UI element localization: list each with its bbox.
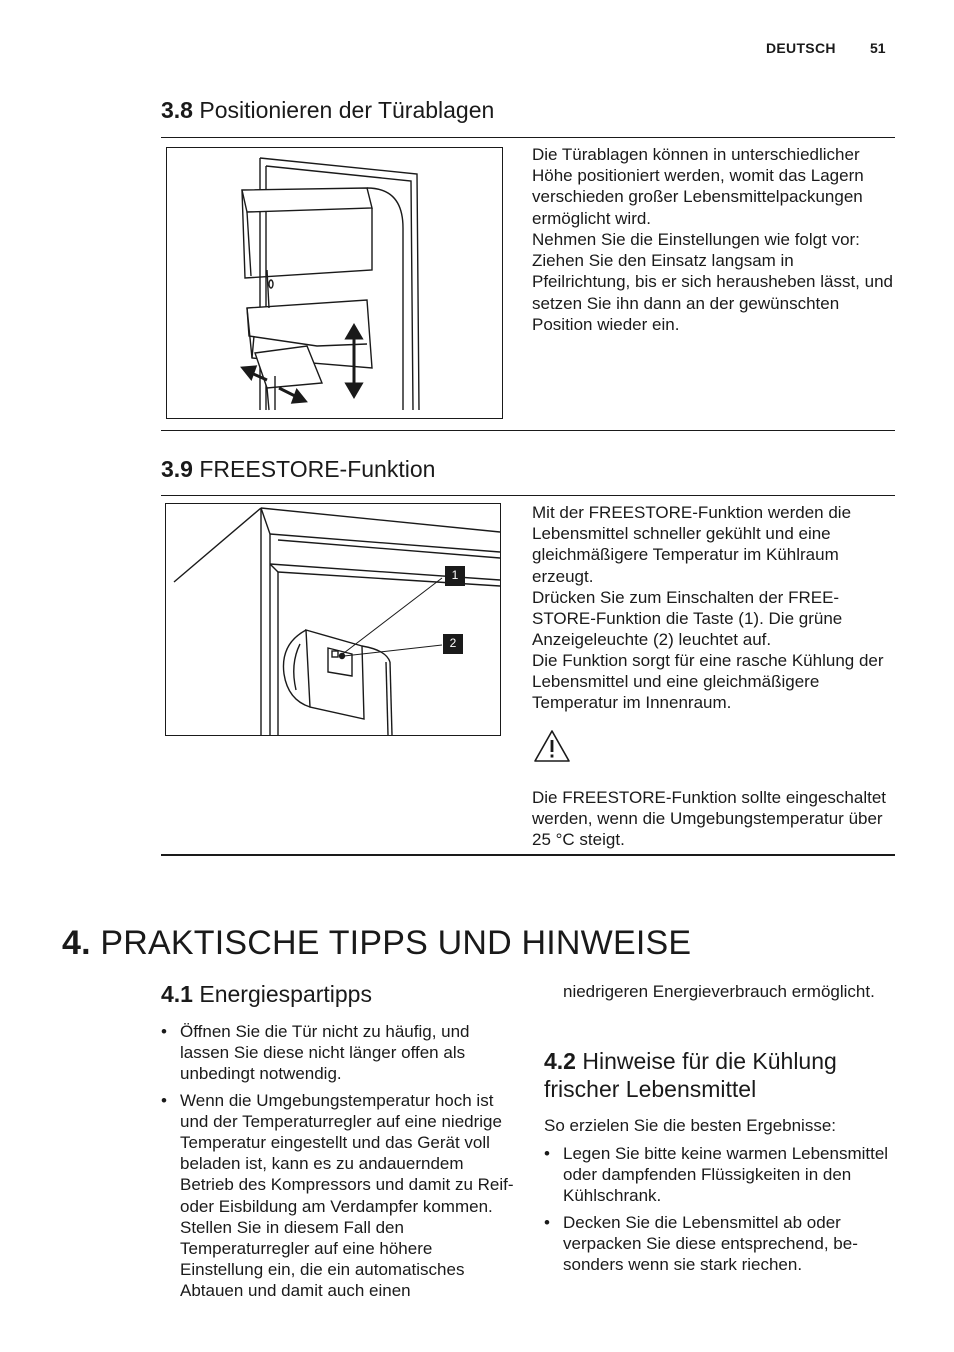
warning-triangle-icon <box>532 728 572 764</box>
list-item: • Öffnen Sie die Tür nicht zu häufig, und lassen Sie diese nicht länger offen als unbedingt notwendig. <box>160 1021 514 1085</box>
chapter-4-title: PRAKTISCHE TIPPS UND HINWEISE <box>100 924 692 962</box>
door-shelf-illustration <box>166 147 503 419</box>
section-4-1-title: Energiespartipps <box>199 981 372 1007</box>
freestore-drawing <box>166 504 500 735</box>
list-item: • Legen Sie bitte keine warmen Lebensmittel oder dampfenden Flüssigkeiten in den Kühlschrank. <box>543 1143 896 1207</box>
freestore-illustration <box>165 503 501 736</box>
section-3-9-paragraph-3: Die Funktion sorgt für eine rasche Kühlung der Lebensmittel und eine gleichmäßigere Temperatur im Innenraum. <box>532 651 884 713</box>
section-3-9-paragraph-2: Drücken Sie zum Einschalten der FREESTORE-Funktion die Taste (1). Die grüne Anzeigeleuchte (2) leuchtet auf. <box>532 588 843 650</box>
list-item: • Decken Sie die Lebensmittel ab oder verpacken Sie diese entsprechend, besonders wenn sie stark riechen. <box>543 1212 896 1276</box>
door-shelf-drawing <box>167 148 502 418</box>
section-3-9-heading <box>161 455 435 483</box>
energy-tips-list <box>160 1021 514 1307</box>
section-4-2-heading <box>544 1047 894 1103</box>
header-language: DEUTSCH <box>766 40 836 56</box>
chapter-4-number: 4. <box>62 924 91 962</box>
section-3-9-top-rule <box>161 495 895 496</box>
section-3-9-bottom-rule <box>161 854 895 856</box>
section-4-1-continuation: niedrigeren Energieverbrauch ermöglicht. <box>563 982 875 1001</box>
section-3-9-paragraph-1: Mit der FREESTORE-Funktion werden die Lebensmittel schneller gekühlt und eine gleichmäßigere Temperatur im Kühlraum erzeugt. <box>532 503 852 586</box>
section-4-2-title: Hinweise für die Kühlung frischer Lebensmittel <box>544 1048 837 1102</box>
chapter-4-heading <box>62 923 691 963</box>
section-3-8-top-rule <box>161 137 895 138</box>
section-4-2-number: 4.2 <box>544 1048 576 1074</box>
list-item: • Wenn die Umgebungstemperatur hoch ist und der Temperaturregler auf eine niedrige Temperatur eingestellt und das Gerät voll beladen ist, kann es zu andauerndem Betrieb des Kompressors und damit zu Reif- oder Eisbildung am Verdampfer kommen. Stellen Sie in diesem Fall den Temperaturregler auf eine höhere Einstellung ein, die ein automatisches Abtauen und damit auch einen <box>160 1090 514 1302</box>
section-3-9-title: FREESTORE-Funktion <box>199 456 436 482</box>
warning-text: Die FREESTORE-Funktion sollte eingeschaltet werden, wenn die Umgebungstemperatur über 25 °C steigt. <box>532 788 887 850</box>
section-4-2-intro: So erzielen Sie die besten Ergebnisse: <box>544 1116 837 1135</box>
section-3-8-paragraph-1: Die Türablagen können in unterschiedlicher Höhe positioniert werden, womit das Lagern verschieden großer Lebensmittelpackungen ermöglicht wird. <box>532 145 864 228</box>
section-3-9-number: 3.9 <box>161 456 193 482</box>
section-4-1-heading <box>161 980 372 1008</box>
page-number: 51 <box>870 40 886 56</box>
section-3-8-title: Positionieren der Türablagen <box>199 97 495 123</box>
section-3-8-number: 3.8 <box>161 97 193 123</box>
callout-1-label: 1 <box>445 566 465 586</box>
section-4-1-number: 4.1 <box>161 981 193 1007</box>
section-3-8-heading <box>161 96 494 124</box>
fresh-food-tips-list <box>543 1143 896 1280</box>
section-3-8-bottom-rule <box>161 430 895 431</box>
section-3-8-paragraph-2: Nehmen Sie die Einstellungen wie folgt vor: Ziehen Sie den Einsatz langsam in Pfeilrichtung, bis er sich herausheben lässt, und setzen Sie ihn dann an der gewünschten Position wieder ein. <box>532 230 893 334</box>
callout-2-label: 2 <box>443 634 463 654</box>
